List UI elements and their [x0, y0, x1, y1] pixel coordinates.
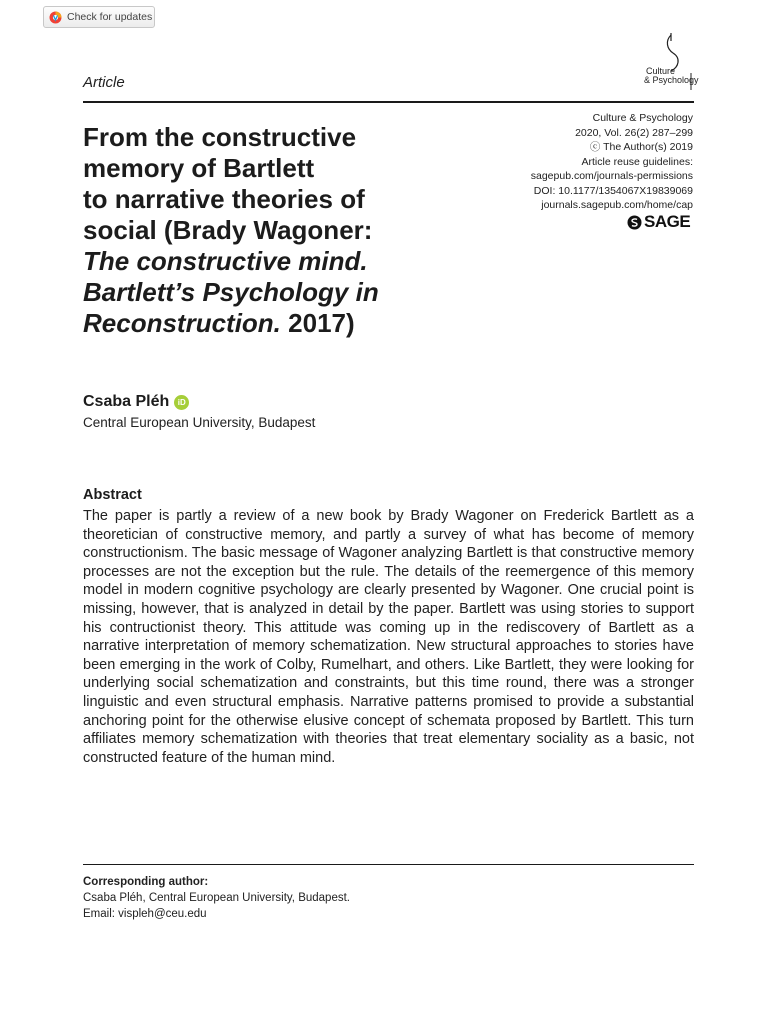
- journal-name: Culture & Psychology: [592, 112, 693, 124]
- check-for-updates-label: Check for updates: [67, 11, 153, 23]
- header-rule: [83, 101, 694, 103]
- corresponding-author-block: [83, 874, 350, 922]
- copyright-notice: ⓒ The Author(s) 2019: [589, 141, 693, 153]
- author-line: [83, 393, 189, 411]
- permissions-link[interactable]: sagepub.com/journals-permissions: [530, 170, 693, 182]
- title-year: 2017): [288, 308, 355, 338]
- footnote-rule: [83, 864, 694, 865]
- abstract-text: The paper is partly a review of a new book by Brady Wagoner on Frederick Bartlett as a theoretician of constructive memory, and partly a survey of what has become of memory constructionism. The basic message of Wagoner analyzing Bartlett is that constructive memory processes are not the exception but the rule. The details of the reemergence of this memory model in modern cognitive psychology are clearly presented by Wagoner. One crucial point is missing, however, that is analyzed in detail by the paper. Bartlett was using stories to support his contructionist theory. This attitude was coming up in the rediscovery of Bartlett as a narrative interpretation of memory schematization. New structural approaches to stories have been emerging in the work of Colby, Rumelhart, and others. Like Bartlett, they were looking for underlying social schematization and constraints, but this time round, there was a stronger linguistic and even structural emphasis. Narrative patterns promised to provide a substantial anchoring point for the otherwise elusive concept of schemata proposed by Bartlett. This turn affiliates memory schematization with theories that treat elementary sociality as a basic, not constructed feature of the human mind.: [83, 508, 694, 766]
- title-book-line-2: Bartlett’s Psychology in: [83, 277, 379, 307]
- article-title: [83, 122, 483, 339]
- title-line-4: social (Brady Wagoner:: [83, 215, 373, 245]
- sage-s-icon: [627, 215, 642, 230]
- publisher-logo-text: SAGE: [644, 212, 691, 231]
- check-for-updates-button[interactable]: [43, 6, 155, 28]
- article-type-label: Article: [83, 74, 125, 91]
- doi-link[interactable]: DOI: 10.1177/1354067X19839069: [533, 184, 693, 197]
- corresponding-author-heading: Corresponding author:: [83, 876, 209, 888]
- journal-logo: [643, 33, 699, 91]
- corresponding-author-name: Csaba Pléh, Central European University, Budapest.: [83, 892, 350, 904]
- title-book-line-1: The constructive mind.: [83, 246, 368, 276]
- journal-logo-line2: & Psychology: [644, 75, 699, 85]
- publication-metadata: [433, 111, 693, 213]
- publisher-logo: [627, 211, 695, 233]
- crossmark-icon: [49, 11, 62, 24]
- volume-info: 2020, Vol. 26(2) 287–299: [575, 126, 693, 139]
- title-line-2: memory of Bartlett: [83, 153, 315, 183]
- orcid-icon[interactable]: iD: [174, 395, 189, 410]
- journal-logo-line1: Culture: [646, 66, 676, 76]
- abstract-heading: Abstract: [83, 487, 142, 503]
- title-line-1: From the constructive: [83, 122, 357, 152]
- title-line-3: to narrative theories of: [83, 184, 365, 214]
- reuse-guidelines-label: Article reuse guidelines:: [581, 155, 693, 168]
- journal-homepage-link[interactable]: journals.sagepub.com/home/cap: [541, 199, 693, 211]
- author-name: Csaba Pléh: [83, 393, 170, 410]
- author-affiliation: Central European University, Budapest: [83, 415, 316, 430]
- title-book-line-3: Reconstruction.: [83, 308, 281, 338]
- corresponding-author-email[interactable]: Email: vispleh@ceu.edu: [83, 908, 207, 920]
